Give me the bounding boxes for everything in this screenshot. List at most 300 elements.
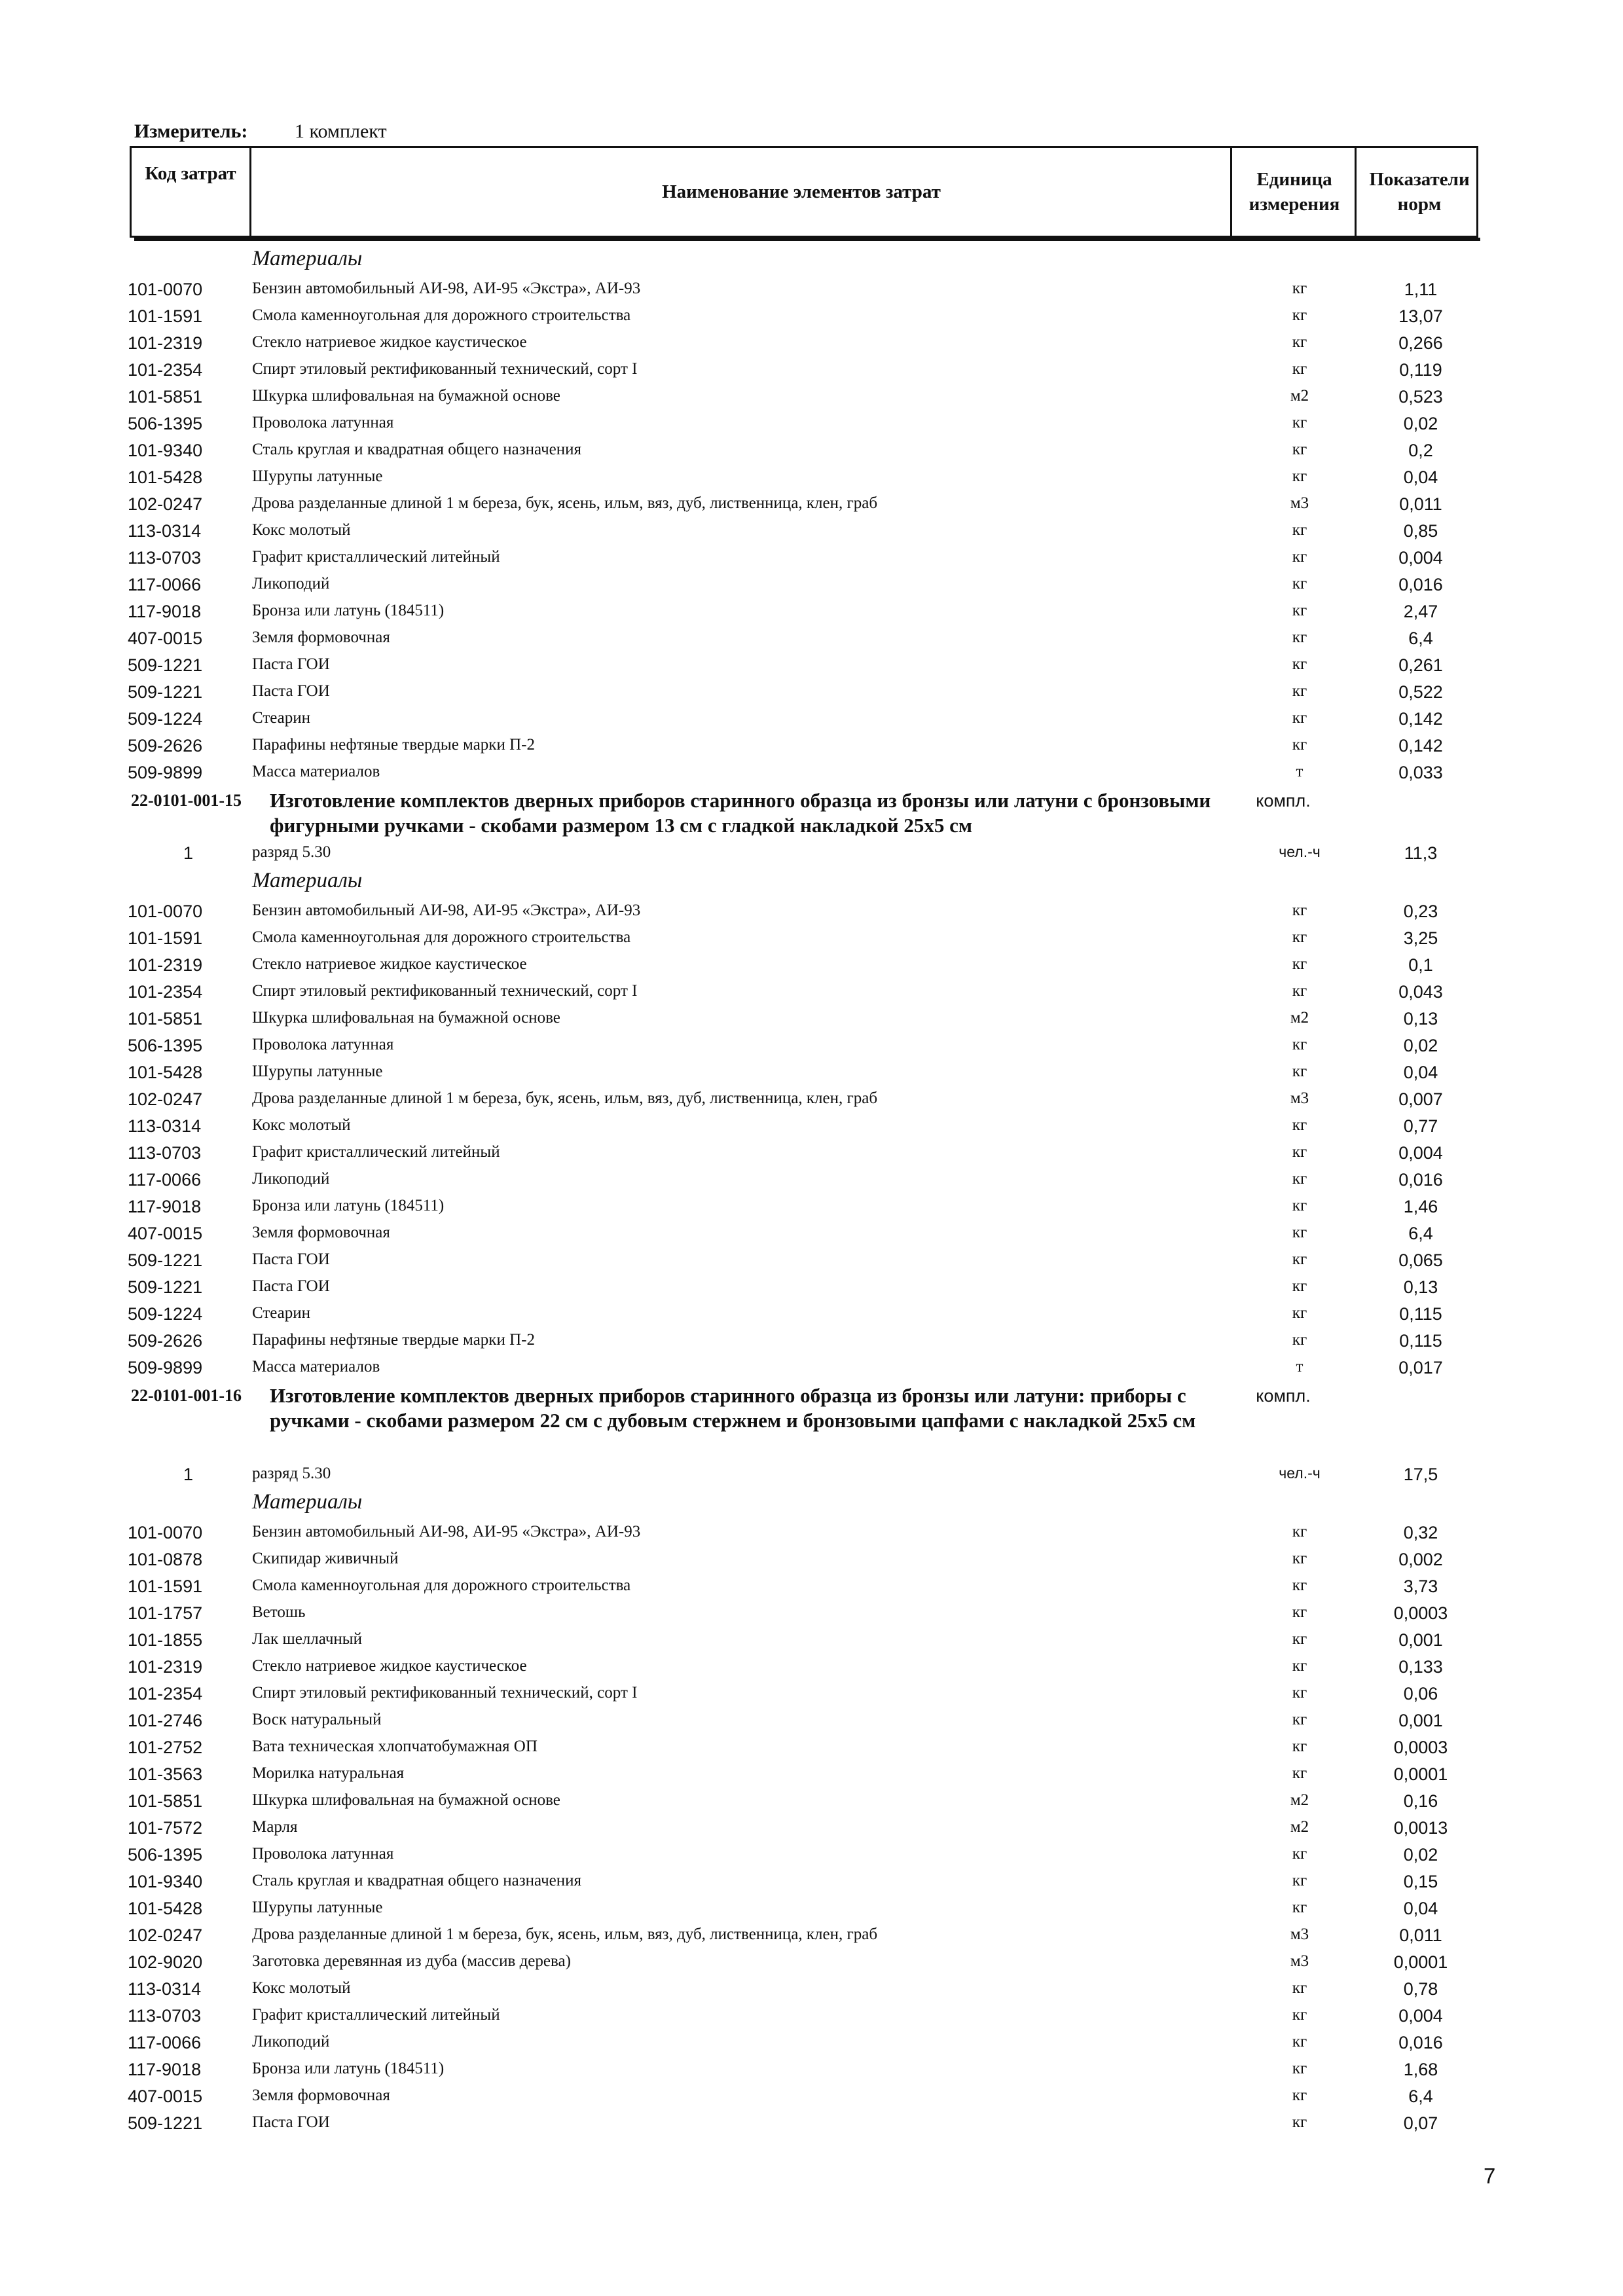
cell-value: 0,016	[1398, 1170, 1443, 1190]
cell-name: Изготовление комплектов дверных приборов старинного образца из бронзы или латуни с бронзовыми фигурными ручками - скобами размером 13 см с гладкой накладкой 25х5 см	[270, 789, 1211, 837]
cell-code: 101-5851	[128, 387, 203, 407]
cell-value: 0,004	[1398, 1143, 1443, 1163]
cell-code: 101-1591	[128, 306, 203, 326]
cell-value: 0,23	[1403, 902, 1438, 921]
table-row	[0, 1167, 1623, 1194]
cell-value: 0,004	[1398, 548, 1443, 568]
cell-code: 101-2319	[128, 333, 203, 353]
cell-unit: кг	[1292, 280, 1307, 297]
cell-unit: чел.-ч	[1279, 1465, 1321, 1482]
cell-code: 1	[183, 843, 193, 863]
cell-unit: компл.	[1256, 1386, 1311, 1406]
table-row	[0, 2030, 1623, 2057]
cell-value: 0,261	[1398, 655, 1443, 675]
cell-value: 0,13	[1403, 1009, 1438, 1029]
cell-code: 101-1855	[128, 1630, 203, 1650]
cell-unit: м3	[1290, 1952, 1309, 1970]
table-row	[0, 1869, 1623, 1896]
cell-name: Графит кристаллический литейный	[252, 548, 500, 566]
cell-value: 0,85	[1403, 521, 1438, 541]
cell-value: 0,0003	[1393, 1603, 1448, 1623]
cell-unit: кг	[1292, 2060, 1307, 2077]
cell-value: 0,32	[1403, 1523, 1438, 1542]
table-row	[0, 572, 1623, 599]
table-row	[0, 680, 1623, 706]
cell-value: 0,033	[1398, 763, 1443, 782]
cell-name: Спирт этиловый ректификованный технический, сорт I	[252, 982, 638, 1000]
cell-value: 0,0013	[1393, 1818, 1448, 1838]
cell-name: Стеарин	[252, 709, 311, 727]
table-row	[0, 953, 1623, 979]
cell-name: Воск натуральный	[252, 1711, 382, 1728]
cell-unit: кг	[1292, 1116, 1307, 1134]
cell-value: 1,11	[1404, 280, 1438, 299]
cell-unit: кг	[1292, 982, 1307, 1000]
measure-line	[134, 120, 387, 143]
cell-code: 101-2319	[128, 1657, 203, 1677]
cell-unit: кг	[1292, 1603, 1307, 1621]
cell-unit: кг	[1292, 1550, 1307, 1567]
cell-name: Сталь круглая и квадратная общего назначения	[252, 1872, 582, 1889]
table-row	[0, 979, 1623, 1006]
cell-code: 102-0247	[128, 1925, 203, 1945]
cell-unit: кг	[1292, 1224, 1307, 1241]
cell-unit: кг	[1292, 709, 1307, 727]
cell-unit: кг	[1292, 602, 1307, 619]
cell-unit: кг	[1292, 1036, 1307, 1053]
cell-code: 102-9020	[128, 1952, 203, 1972]
labor-row	[0, 841, 1623, 867]
table-row	[0, 411, 1623, 438]
cell-unit: компл.	[1256, 791, 1311, 811]
cell-value: 0,523	[1398, 387, 1443, 407]
cell-code: 101-2752	[128, 1738, 203, 1757]
table-row	[0, 1735, 1623, 1762]
cell-unit: м3	[1290, 1925, 1309, 1943]
table-row	[0, 304, 1623, 331]
job-row	[0, 1382, 1623, 1462]
cell-name: Дрова разделанные длиной 1 м береза, бук, ясень, ильм, вяз, дуб, лиственница, клен, граб	[252, 1089, 878, 1107]
cell-code: 101-5428	[128, 1899, 203, 1918]
cell-code: 101-5428	[128, 1063, 203, 1082]
cell-code: 101-5851	[128, 1791, 203, 1811]
cell-code: 1	[183, 1465, 193, 1484]
cell-code: 509-1224	[128, 1304, 203, 1324]
page-number: 7	[1484, 2164, 1496, 2188]
cell-unit: кг	[1292, 1845, 1307, 1863]
table-row	[0, 277, 1623, 304]
cell-name: Материалы	[252, 247, 363, 270]
cell-unit: кг	[1292, 2113, 1307, 2131]
table-row	[0, 599, 1623, 626]
cell-value: 0,04	[1403, 467, 1438, 487]
table-row	[0, 706, 1623, 733]
cell-unit: кг	[1292, 414, 1307, 431]
table-row	[0, 1789, 1623, 1815]
table-row	[0, 760, 1623, 787]
cell-name: Смола каменноугольная для дорожного строительства	[252, 928, 631, 946]
cell-value: 0,266	[1398, 333, 1443, 353]
header-name: Наименование элементов затрат	[249, 148, 1351, 236]
table-row	[0, 1355, 1623, 1382]
table-row	[0, 1547, 1623, 1574]
cell-unit: кг	[1292, 629, 1307, 646]
cell-unit: м2	[1290, 1009, 1309, 1027]
cell-name: Шурупы латунные	[252, 1899, 383, 1916]
cell-value: 2,47	[1403, 602, 1438, 621]
table-row	[0, 1628, 1623, 1654]
cell-code: 117-0066	[128, 1170, 202, 1190]
cell-name: Материалы	[252, 1490, 363, 1514]
cell-unit: кг	[1292, 1277, 1307, 1295]
cell-value: 0,142	[1398, 709, 1443, 729]
cell-name: Спирт этиловый ректификованный технический, сорт I	[252, 360, 638, 378]
cell-code: 101-7572	[128, 1818, 203, 1838]
cell-name: Стекло натриевое жидкое каустическое	[252, 955, 527, 973]
cell-value: 13,07	[1398, 306, 1443, 326]
cell-unit: чел.-ч	[1279, 843, 1321, 860]
labor-row	[0, 1462, 1623, 1489]
cell-name: Земля формовочная	[252, 2086, 390, 2104]
cell-unit: кг	[1292, 1576, 1307, 1594]
cell-code: 509-1221	[128, 655, 203, 675]
cell-value: 6,4	[1408, 2086, 1433, 2106]
cell-code: 509-1224	[128, 709, 203, 729]
table-row	[0, 465, 1623, 492]
cell-value: 17,5	[1403, 1465, 1438, 1484]
cell-name: Ликоподий	[252, 2033, 330, 2050]
cell-unit: кг	[1292, 2006, 1307, 2024]
table-row	[0, 1654, 1623, 1681]
cell-name: Шкурка шлифовальная на бумажной основе	[252, 387, 560, 405]
cell-name: Сталь круглая и квадратная общего назначения	[252, 441, 582, 458]
cell-name: Заготовка деревянная из дуба (массив дерева)	[252, 1952, 571, 1970]
table-row	[0, 1762, 1623, 1789]
cell-unit: кг	[1292, 682, 1307, 700]
cell-code: 22-0101-001-16	[131, 1386, 242, 1405]
cell-value: 3,25	[1403, 928, 1438, 948]
cell-unit: кг	[1292, 1170, 1307, 1188]
cell-name: Шкурка шлифовальная на бумажной основе	[252, 1791, 560, 1809]
cell-code: 509-2626	[128, 736, 203, 756]
cell-unit: м2	[1290, 387, 1309, 405]
cell-unit: кг	[1292, 1143, 1307, 1161]
cell-unit: кг	[1292, 441, 1307, 458]
cell-code: 101-2746	[128, 1711, 203, 1730]
cell-value: 6,4	[1408, 1224, 1433, 1243]
cell-name: Бензин автомобильный АИ-98, АИ-95 «Экстра», АИ-93	[252, 280, 641, 297]
cell-unit: кг	[1292, 1738, 1307, 1755]
cell-value: 0,0001	[1393, 1764, 1448, 1784]
cell-value: 0,016	[1398, 575, 1443, 594]
cell-unit: кг	[1292, 1711, 1307, 1728]
cell-code: 506-1395	[128, 1036, 203, 1055]
cell-code: 101-1591	[128, 1576, 203, 1596]
table-row	[0, 331, 1623, 357]
cell-code: 113-0703	[128, 548, 202, 568]
cell-value: 6,4	[1408, 629, 1433, 648]
job-row	[0, 787, 1623, 841]
table-row	[0, 1140, 1623, 1167]
cell-unit: кг	[1292, 1063, 1307, 1080]
cell-name: Бензин автомобильный АИ-98, АИ-95 «Экстра», АИ-93	[252, 902, 641, 919]
table-row	[0, 438, 1623, 465]
cell-value: 0,001	[1398, 1711, 1443, 1730]
cell-value: 0,15	[1403, 1872, 1438, 1891]
cell-name: разряд 5.30	[252, 1465, 331, 1482]
cell-value: 0,065	[1398, 1250, 1443, 1270]
table-row	[0, 1681, 1623, 1708]
cell-value: 0,13	[1403, 1277, 1438, 1297]
cell-name: Ветошь	[252, 1603, 306, 1621]
table-row	[0, 1923, 1623, 1950]
table-row	[0, 1815, 1623, 1842]
cell-unit: кг	[1292, 655, 1307, 673]
cell-unit: кг	[1292, 548, 1307, 566]
cell-code: 22-0101-001-15	[131, 791, 242, 810]
cell-unit: кг	[1292, 1523, 1307, 1540]
cell-code: 117-9018	[128, 1197, 202, 1216]
cell-name: Масса материалов	[252, 763, 380, 780]
cell-name: Бронза или латунь (184511)	[252, 2060, 445, 2077]
cell-name: Бронза или латунь (184511)	[252, 1197, 445, 1214]
cell-value: 0,07	[1403, 2113, 1438, 2133]
cell-name: Шурупы латунные	[252, 467, 383, 485]
cell-value: 1,46	[1403, 1197, 1438, 1216]
cell-name: Шкурка шлифовальная на бумажной основе	[252, 1009, 560, 1027]
cell-code: 101-5851	[128, 1009, 203, 1029]
cell-name: Материалы	[252, 869, 363, 892]
cell-code: 113-0314	[128, 521, 202, 541]
section-heading	[0, 867, 1623, 899]
cell-unit: кг	[1292, 1250, 1307, 1268]
cell-value: 0,115	[1399, 1304, 1442, 1324]
cell-unit: кг	[1292, 2033, 1307, 2050]
cell-name: Стеарин	[252, 1304, 311, 1322]
cell-name: Паста ГОИ	[252, 655, 330, 673]
cell-name: Морилка натуральная	[252, 1764, 405, 1782]
cell-code: 506-1395	[128, 1845, 203, 1865]
table-row	[0, 2111, 1623, 2138]
cell-unit: кг	[1292, 306, 1307, 324]
table-row	[0, 1114, 1623, 1140]
cell-code: 509-1221	[128, 2113, 203, 2133]
cell-unit: кг	[1292, 1630, 1307, 1648]
cell-value: 0,04	[1403, 1899, 1438, 1918]
cell-code: 506-1395	[128, 414, 203, 433]
cell-name: Вата техническая хлопчатобумажная ОП	[252, 1738, 538, 1755]
cell-name: Изготовление комплектов дверных приборов старинного образца из бронзы или латуни: приборы с ручками - скобами размером 22 см с дубовым стержнем и бронзовыми цапфами с накладкой 25х5 см	[270, 1384, 1196, 1432]
cell-unit: м3	[1290, 494, 1309, 512]
cell-name: Графит кристаллический литейный	[252, 2006, 500, 2024]
table-row	[0, 545, 1623, 572]
cell-value: 11,3	[1404, 843, 1438, 863]
table-row	[0, 1950, 1623, 1977]
cell-name: Бронза или латунь (184511)	[252, 602, 445, 619]
table-row	[0, 2084, 1623, 2111]
cell-code: 101-2354	[128, 982, 203, 1002]
cell-code: 102-0247	[128, 1089, 203, 1109]
cell-name: разряд 5.30	[252, 843, 331, 861]
cell-value: 0,004	[1398, 2006, 1443, 2026]
header-code: Код затрат	[145, 163, 236, 184]
cell-name: Спирт этиловый ректификованный технический, сорт I	[252, 1684, 638, 1702]
cell-name: Ликоподий	[252, 575, 330, 592]
cell-code: 117-0066	[128, 575, 202, 594]
header-norm: Показатели норм	[1355, 148, 1482, 236]
cell-code: 101-2354	[128, 1684, 203, 1704]
cell-unit: кг	[1292, 575, 1307, 592]
cell-name: Земля формовочная	[252, 1224, 390, 1241]
cell-unit: кг	[1292, 333, 1307, 351]
cell-name: Кокс молотый	[252, 1116, 351, 1134]
header-unit: Единица измерения	[1230, 148, 1357, 236]
section-heading	[0, 246, 1623, 277]
table-row	[0, 626, 1623, 653]
cell-name: Ликоподий	[252, 1170, 330, 1188]
cell-unit: кг	[1292, 1304, 1307, 1322]
cell-unit: кг	[1292, 1684, 1307, 1702]
header-shadow	[134, 238, 1480, 241]
cell-value: 0,0003	[1393, 1738, 1448, 1757]
cell-value: 3,73	[1403, 1576, 1438, 1596]
cell-value: 0,2	[1408, 441, 1433, 460]
cell-value: 0,77	[1403, 1116, 1438, 1136]
cell-code: 113-0314	[128, 1979, 202, 1999]
cell-value: 0,02	[1403, 414, 1438, 433]
cell-name: Паста ГОИ	[252, 2113, 330, 2131]
cell-code: 101-1591	[128, 928, 203, 948]
cell-unit: т	[1296, 763, 1304, 780]
table-row	[0, 1842, 1623, 1869]
cell-value: 0,142	[1398, 736, 1443, 756]
cell-code: 407-0015	[128, 629, 203, 648]
cell-name: Кокс молотый	[252, 521, 351, 539]
cell-name: Проволока латунная	[252, 1845, 394, 1863]
table-row	[0, 1708, 1623, 1735]
cell-name: Дрова разделанные длиной 1 м береза, бук, ясень, ильм, вяз, дуб, лиственница, клен, граб	[252, 1925, 878, 1943]
cell-name: Бензин автомобильный АИ-98, АИ-95 «Экстра», АИ-93	[252, 1523, 641, 1540]
cell-name: Кокс молотый	[252, 1979, 351, 1997]
cell-code: 101-1757	[128, 1603, 203, 1623]
cell-unit: кг	[1292, 1331, 1307, 1349]
table-row	[0, 384, 1623, 411]
table-row	[0, 1520, 1623, 1547]
cell-unit: кг	[1292, 467, 1307, 485]
cell-unit: кг	[1292, 1657, 1307, 1675]
cell-code: 101-0070	[128, 1523, 203, 1542]
cell-value: 0,0001	[1393, 1952, 1448, 1972]
table-row	[0, 1033, 1623, 1060]
cell-unit: кг	[1292, 1764, 1307, 1782]
cell-value: 0,16	[1403, 1791, 1438, 1811]
table-row	[0, 733, 1623, 760]
cell-code: 113-0703	[128, 1143, 202, 1163]
table-row	[0, 899, 1623, 926]
cell-value: 0,007	[1398, 1089, 1443, 1109]
cell-code: 113-0314	[128, 1116, 202, 1136]
cell-code: 101-2354	[128, 360, 203, 380]
table-row	[0, 519, 1623, 545]
cell-code: 101-5428	[128, 467, 203, 487]
cell-value: 0,001	[1398, 1630, 1443, 1650]
cell-unit: кг	[1292, 360, 1307, 378]
cell-name: Масса материалов	[252, 1358, 380, 1376]
cell-value: 0,017	[1398, 1358, 1443, 1377]
cell-unit: кг	[1292, 1872, 1307, 1889]
cell-value: 0,04	[1403, 1063, 1438, 1082]
table-row	[0, 492, 1623, 519]
cell-code: 113-0703	[128, 2006, 202, 2026]
cell-name: Паста ГОИ	[252, 1277, 330, 1295]
cell-code: 102-0247	[128, 494, 203, 514]
cell-name: Смола каменноугольная для дорожного строительства	[252, 1576, 631, 1594]
cell-code: 101-0070	[128, 280, 203, 299]
cell-value: 0,011	[1399, 1925, 1442, 1945]
cell-code: 509-1221	[128, 1250, 203, 1270]
cell-code: 509-1221	[128, 682, 203, 702]
cell-value: 0,522	[1398, 682, 1443, 702]
cell-name: Проволока латунная	[252, 1036, 394, 1053]
cell-value: 0,02	[1403, 1845, 1438, 1865]
table-row	[0, 1194, 1623, 1221]
table-row	[0, 1601, 1623, 1628]
cell-unit: т	[1296, 1358, 1304, 1376]
table-row	[0, 2003, 1623, 2030]
cell-unit: кг	[1292, 928, 1307, 946]
table-row	[0, 1275, 1623, 1302]
table-row	[0, 1896, 1623, 1923]
cell-value: 0,002	[1398, 1550, 1443, 1569]
cell-value: 0,1	[1408, 955, 1433, 975]
cell-value: 0,011	[1399, 494, 1442, 514]
table-row	[0, 1221, 1623, 1248]
cell-name: Лак шеллачный	[252, 1630, 362, 1648]
cell-name: Стекло натриевое жидкое каустическое	[252, 1657, 527, 1675]
table-header	[130, 146, 1478, 238]
section-heading	[0, 1489, 1623, 1520]
cell-name: Проволока латунная	[252, 414, 394, 431]
table-row	[0, 2057, 1623, 2084]
cell-value: 0,02	[1403, 1036, 1438, 1055]
cell-code: 509-9899	[128, 763, 203, 782]
cell-value: 0,78	[1403, 1979, 1438, 1999]
cell-name: Смола каменноугольная для дорожного строительства	[252, 306, 631, 324]
cell-unit: кг	[1292, 736, 1307, 754]
cell-code: 509-2626	[128, 1331, 203, 1351]
measure-value: 1 комплект	[295, 120, 387, 142]
cell-code: 101-9340	[128, 441, 203, 460]
cell-name: Парафины нефтяные твердые марки П-2	[252, 1331, 535, 1349]
cell-unit: кг	[1292, 902, 1307, 919]
cell-name: Шурупы латунные	[252, 1063, 383, 1080]
cell-code: 407-0015	[128, 2086, 203, 2106]
cell-value: 1,68	[1403, 2060, 1438, 2079]
cell-unit: кг	[1292, 521, 1307, 539]
cell-value: 0,133	[1398, 1657, 1443, 1677]
cell-code: 101-2319	[128, 955, 203, 975]
table-row	[0, 1328, 1623, 1355]
cell-name: Парафины нефтяные твердые марки П-2	[252, 736, 535, 754]
cell-code: 101-0878	[128, 1550, 203, 1569]
cell-code: 509-1221	[128, 1277, 203, 1297]
cell-name: Паста ГОИ	[252, 1250, 330, 1268]
table-row	[0, 653, 1623, 680]
cell-name: Дрова разделанные длиной 1 м береза, бук, ясень, ильм, вяз, дуб, лиственница, клен, граб	[252, 494, 878, 512]
cell-code: 117-0066	[128, 2033, 202, 2052]
cell-value: 0,115	[1399, 1331, 1442, 1351]
cell-code: 407-0015	[128, 1224, 203, 1243]
